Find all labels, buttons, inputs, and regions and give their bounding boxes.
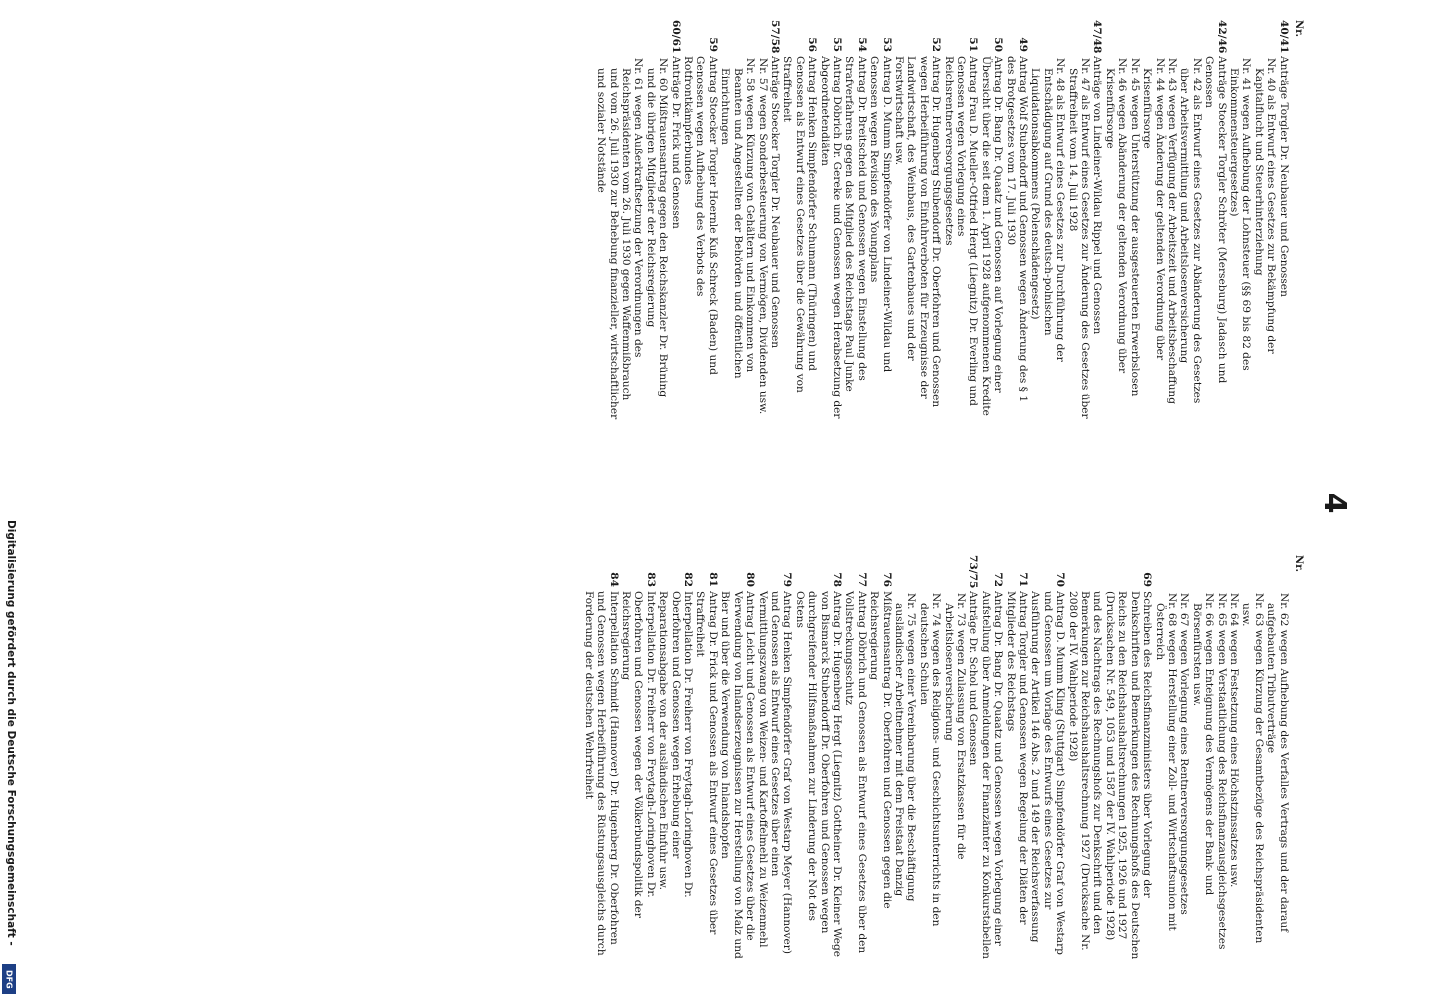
sub-item: Nr. 57 wegen Sonderbesteuerung von Vermögen, Dividenden usw. <box>756 58 769 415</box>
list-item <box>868 555 893 960</box>
entry-text: Schreiben des Reichsfinanzministers über Vorlegung der Denkschriften und Bemerkungen des Rechnungshofs des Deutschen Reichs zu den Reichshaushaltsrechnungen 1925, 1926 und 1927 (Drucksachen Nr. 549, 1053 und 1587 der IV. Wahlperiode 1928) und des Nachtrags des Rechnungshofs zur Denkschrift und den Bemerkungen zur Reichshaushaltsrechnung 1927 (Drucksache Nr. 2080 der IV. Wahlperiode 1928) <box>1066 591 1154 960</box>
entry-text: Antrag Dr. Breitscheid und Genossen wegen Einstellung des Strafverfahrens gegen das Mitglied des Reichstags Paul Junke <box>843 56 868 392</box>
entry-number: 55 <box>830 37 843 52</box>
sub-item: Nr. 42 als Entwurf eines Gesetzes zur Abänderung des Gesetzes über Arbeitsvermittlung und Arbeitslosenversicherung <box>1178 58 1203 404</box>
entry-text: Antrag Henken Simpfendörfer Graf von Westarp Meyer (Hannover) und Genossen als Entwurf eines Gesetzes über einen Vermittlungszwang von Weizen- und Kartoffelmehl zu Weizenmehl <box>756 591 794 954</box>
list-item <box>1203 20 1228 420</box>
entry-text: Mißtrauensantrag Dr. Oberfohren und Genossen gegen die Reichsregierung <box>868 591 893 909</box>
entry-number: 51 <box>967 37 980 52</box>
sub-item: Nr. 41 wegen Aufhebung der Lohnsteuer (§§ 69 bis 82 des Einkommensteuergesetzes) <box>1227 58 1253 371</box>
list-item <box>1091 20 1103 420</box>
entry-list <box>582 555 1289 960</box>
entry-number: 54 <box>855 37 868 52</box>
entry-text: Antrag Henken Simpfendörfer Schumann (Thüringen) und Genossen als Entwurf eines Gesetzes über die Gewährung von Straffreiheit <box>781 56 819 393</box>
list-item <box>657 555 694 960</box>
sub-item: Nr. 47 als Entwurf eines Gesetzes zur Änderung des Gesetzes über Straffreiheit vom 14. Juli 1928 <box>1066 58 1092 419</box>
sub-item: Nr. 43 wegen Verfügung der Arbeitszeit und Arbeitsbeschaffung <box>1165 58 1178 405</box>
list-item <box>793 555 843 960</box>
entry-number: 50 <box>992 37 1005 52</box>
list-item <box>694 555 719 960</box>
entry-number: 84 <box>607 572 620 587</box>
sub-item: Nr. 62 wegen Aufhebung des Verfalles Vertrags und der darauf aufgebauten Tributverträge <box>1265 593 1290 933</box>
entry-text: Antrag Dr. Frick und Genossen als Entwurf eines Gesetzes über Straffreiheit <box>694 591 719 935</box>
entry-number: 72 <box>992 572 1005 587</box>
entry-number: 40/41 <box>1277 20 1290 54</box>
list-item <box>781 20 818 420</box>
list-item <box>868 20 893 420</box>
entry-text: Antrag Leicht und Genossen als Entwurf eines Gesetzes über die Verwendung von Inlandserzeugnissen zur Herstellung von Malz und Bier und über die Verwendung von Inlandshopfen <box>719 591 757 959</box>
list-item <box>1066 555 1153 960</box>
sub-item: Nr. 73 wegen Zulassung von Ersatzkassen für die Arbeitslosenversicherung <box>942 593 968 860</box>
entry-number: 82 <box>682 572 695 587</box>
column-header: Nr. <box>1293 555 1304 572</box>
entry-number: 71 <box>1017 572 1030 587</box>
list-item <box>967 555 979 960</box>
entry-text: Anträge Torgler Dr. Neubauer und Genossen <box>1277 56 1290 297</box>
entry-number: 47/48 <box>1091 20 1104 54</box>
sub-item: Nr. 67 wegen Vorlegung eines Rentnerversorgungsgesetzes <box>1178 593 1191 915</box>
entry-number: 57/58 <box>768 20 781 54</box>
entry-number: 52 <box>930 37 943 52</box>
entry-text: Antrag Döbrich und Genossen als Entwurf eines Gesetzes über den Vollstreckungsschutz <box>843 591 868 954</box>
sub-item: Nr. 74 wegen des Religions- und Geschichtsunterrichts in den deutschen Schulen <box>917 593 943 927</box>
entry-number: 83 <box>644 572 657 587</box>
entry-text: Antrag Wolf Stubendorff und Genossen wegen Änderung des § 1 des Brotgesetzes vom 17. Juli 1930 <box>1004 56 1030 403</box>
list-item <box>669 20 681 420</box>
column-header: Nr. <box>1293 20 1304 37</box>
sub-item: Nr. 61 wegen Außerkraftsetzung der Verordnungen des Reichspräsidenten vom 26. Juli 1930 gegen Waffenmißbrauch und vom 26. Juli 1930 zur Behebung finanzieller, wirtschaftlicher und sozialer Notstände <box>595 58 645 420</box>
sub-item: Nr. 40 als Entwurf eines Gesetzes zur Bekämpfung der Kapitalflucht und Steuerhinterziehung <box>1252 58 1278 354</box>
entry-number: 42/46 <box>1215 20 1228 54</box>
entry-text: Antrag Döbrich Dr. Gereke und Genossen wegen Herabsetzung der Abgeordnetendiäten <box>818 56 843 419</box>
list-item <box>769 20 781 420</box>
entry-text: Anträge Dr. Schol und Genossen <box>967 591 980 766</box>
entry-number: 49 <box>1017 37 1030 52</box>
sub-item: Nr. 60 Mißtrauensantrag gegen den Reichskanzler Dr. Brüning und die übrigen Mitglieder der Reichsregierung <box>644 58 670 398</box>
entry-text: Anträge Stoecker Torgler Dr. Neubauer und Genossen <box>768 56 781 349</box>
list-item <box>942 20 979 420</box>
dfg-logo-icon: DFG <box>2 964 16 994</box>
entry-text: Anträge Stoecker Torgler Schröter (Merseburg) Jadasch und Genossen <box>1203 56 1228 384</box>
right-column <box>582 555 1304 960</box>
entry-text: Antrag Dr. Hugenberg Hergt (Liegnitz) Gottheiner Dr. Kleiner Wege von Bismarck Stubendorff Dr. Oberfohren und Genossen wegen durchgreifender Hilfsmaßnahmen zur Linderung der Not des Ostens <box>793 591 843 958</box>
entry-number: 59 <box>706 37 719 52</box>
entry-text: Antrag Dr. Bang Dr. Quaatz und Genossen auf Vorlegung einer Übersicht über die seit dem 1. April 1928 aufgenommenen Kredite <box>979 56 1005 416</box>
entry-text: Antrag Torgler und Genossen wegen Regelung der Diäten der Mitglieder des Reichstags <box>1004 591 1030 925</box>
footer-text: Digitalisierung gefördert durch die Deutsche Forschungsgemeinschaft - <box>5 520 17 946</box>
list-item <box>818 20 843 420</box>
page-number: 4 <box>1317 492 1352 514</box>
entry-text: Antrag D. Mumm Kling (Stuttgart) Simpfendörfer Graf von Westarp und Genossen um Vorlage des Entwurfs eines Gesetzes zur Ausführung der Artikel 146 Abs. 2 und 149 der Reichsverfassung <box>1029 591 1067 955</box>
entry-text: Antrag Stoecker Torgler Hoernle Kuß Schreck (Baden) und Genossen wegen Aufhebung des Verbots des Rotfrontkämpferbundes <box>682 56 719 375</box>
list-item <box>1277 20 1289 420</box>
entry-text: Antrag Frau D. Mueller-Otfried Hergt (Liegnitz) Dr. Everling und Genossen wegen Vorlegung eines Reichsrentnerversorgungsgesetzes <box>942 56 980 406</box>
entry-text: Anträge Dr. Frick und Genossen <box>669 56 682 229</box>
sub-item: Nr. 65 wegen Verstaatlichung des Reichsfinanzausgleichsgesetzes <box>1215 593 1228 950</box>
sub-item: Nr. 58 wegen Kürzung von Gehältern und Einkommen von Beamten und Angestellten der Behörden und öffentlichen Einrichtungen <box>719 58 757 379</box>
entry-number: 56 <box>806 37 819 52</box>
entry-number: 81 <box>706 572 719 587</box>
entry-text: Interpellation Dr. Freiherr von Freytagh-Loringhoven Dr. Oberfohren und Genossen wegen Erhebung einer Reparationsabgabe von der ausländischen Einfuhr usw. <box>657 591 695 898</box>
entry-text: Antrag Dr. Hugenberg Stubendorff Dr. Oberfohren und Genossen wegen Herbeiführung von Einfuhrverboten für Erzeugnisse der Landwirtschaft, des Weinbaus, des Gartenbaues und der Forstwirtschaft usw. <box>893 56 943 408</box>
list-item <box>843 20 868 420</box>
sub-item: Nr. 45 wegen Unterstützung der ausgesteuerten Erwerbslosen <box>1128 58 1141 397</box>
entry-number: 70 <box>1054 572 1067 587</box>
list-item <box>582 555 619 960</box>
entry-number: 76 <box>880 572 893 587</box>
footer-strip <box>0 0 16 1000</box>
entry-number: 69 <box>1141 572 1154 587</box>
entry-number: 73/75 <box>967 555 980 589</box>
list-item <box>719 555 756 960</box>
entry-text: Anträge von Lindeiner-Wildau Rippel und Genossen <box>1091 56 1104 335</box>
sub-item: Nr. 75 wegen einer Vereinbarung über die Beschäftigung ausländischer Arbeitnehmer mit dem Freistaat Danzig <box>893 593 918 902</box>
list-item <box>893 20 943 420</box>
sub-item: Nr. 64 wegen Festsetzung eines Höchstzinssatzes usw. <box>1227 593 1240 888</box>
list-item <box>756 555 793 960</box>
sub-item: Nr. 68 wegen Herstellung einer Zoll- und Wirtschaftsunion mit Österreich <box>1153 593 1178 931</box>
entry-number: 80 <box>744 572 757 587</box>
list-item <box>682 20 719 420</box>
entry-number: 77 <box>855 572 868 587</box>
entry-number: 79 <box>781 572 794 587</box>
entry-number: 53 <box>880 37 893 52</box>
list-item <box>979 555 1004 960</box>
list-item <box>1029 555 1066 960</box>
sub-item: Nr. 48 als Entwurf eines Gesetzes zur Durchführung der Entschädigung auf Grund des deutsch-polnischen Liquidationsabkommens (Polenschädengesetz) <box>1029 58 1067 362</box>
entry-text: Antrag D. Mumm Simpfendörfer von Lindeiner-Wildau und Genossen wegen Revision des Youngplans <box>868 56 893 373</box>
entry-text: Antrag Dr. Bang Dr. Quaatz und Genossen wegen Vorlegung einer Aufstellung über Anmeldungen der Finanzämter zu Konkurstabellen <box>979 591 1005 959</box>
left-column <box>595 20 1304 420</box>
sub-item: Nr. 44 wegen Änderung der geltenden Verordnung über Krisenfürsorge <box>1141 58 1166 361</box>
list-item <box>620 555 657 960</box>
entry-text: Interpellation Dr. Freiherr von Freytagh-Loringhoven Dr. Oberfohren und Genossen wegen der Völkerbundspolitik der Reichsregierung <box>620 591 657 918</box>
sub-item: Nr. 46 wegen Abänderung der geltenden Verordnung über Krisenfürsorge <box>1103 58 1129 374</box>
sub-item: Nr. 66 wegen Enteignung des Vermögens der Bank- und Börsenfürsten usw. <box>1190 593 1216 896</box>
entry-number: 60/61 <box>669 20 682 54</box>
list-item <box>1004 555 1029 960</box>
list-item <box>843 555 868 960</box>
list-item <box>1004 20 1029 420</box>
entry-list <box>595 20 1290 420</box>
sub-item: Nr. 63 wegen Kürzung der Gesamtbezüge des Reichspräsidenten usw. <box>1240 593 1265 944</box>
entry-text: Interpellation Schmidt (Hannover) Dr. Hugenberg Dr. Oberfohren und Genossen wegen Herbeiführung des Rüstungsausgleichs durch Forderung der deutschen Wehrfreiheit <box>582 591 620 956</box>
list-item <box>979 20 1004 420</box>
entry-number: 78 <box>830 572 843 587</box>
